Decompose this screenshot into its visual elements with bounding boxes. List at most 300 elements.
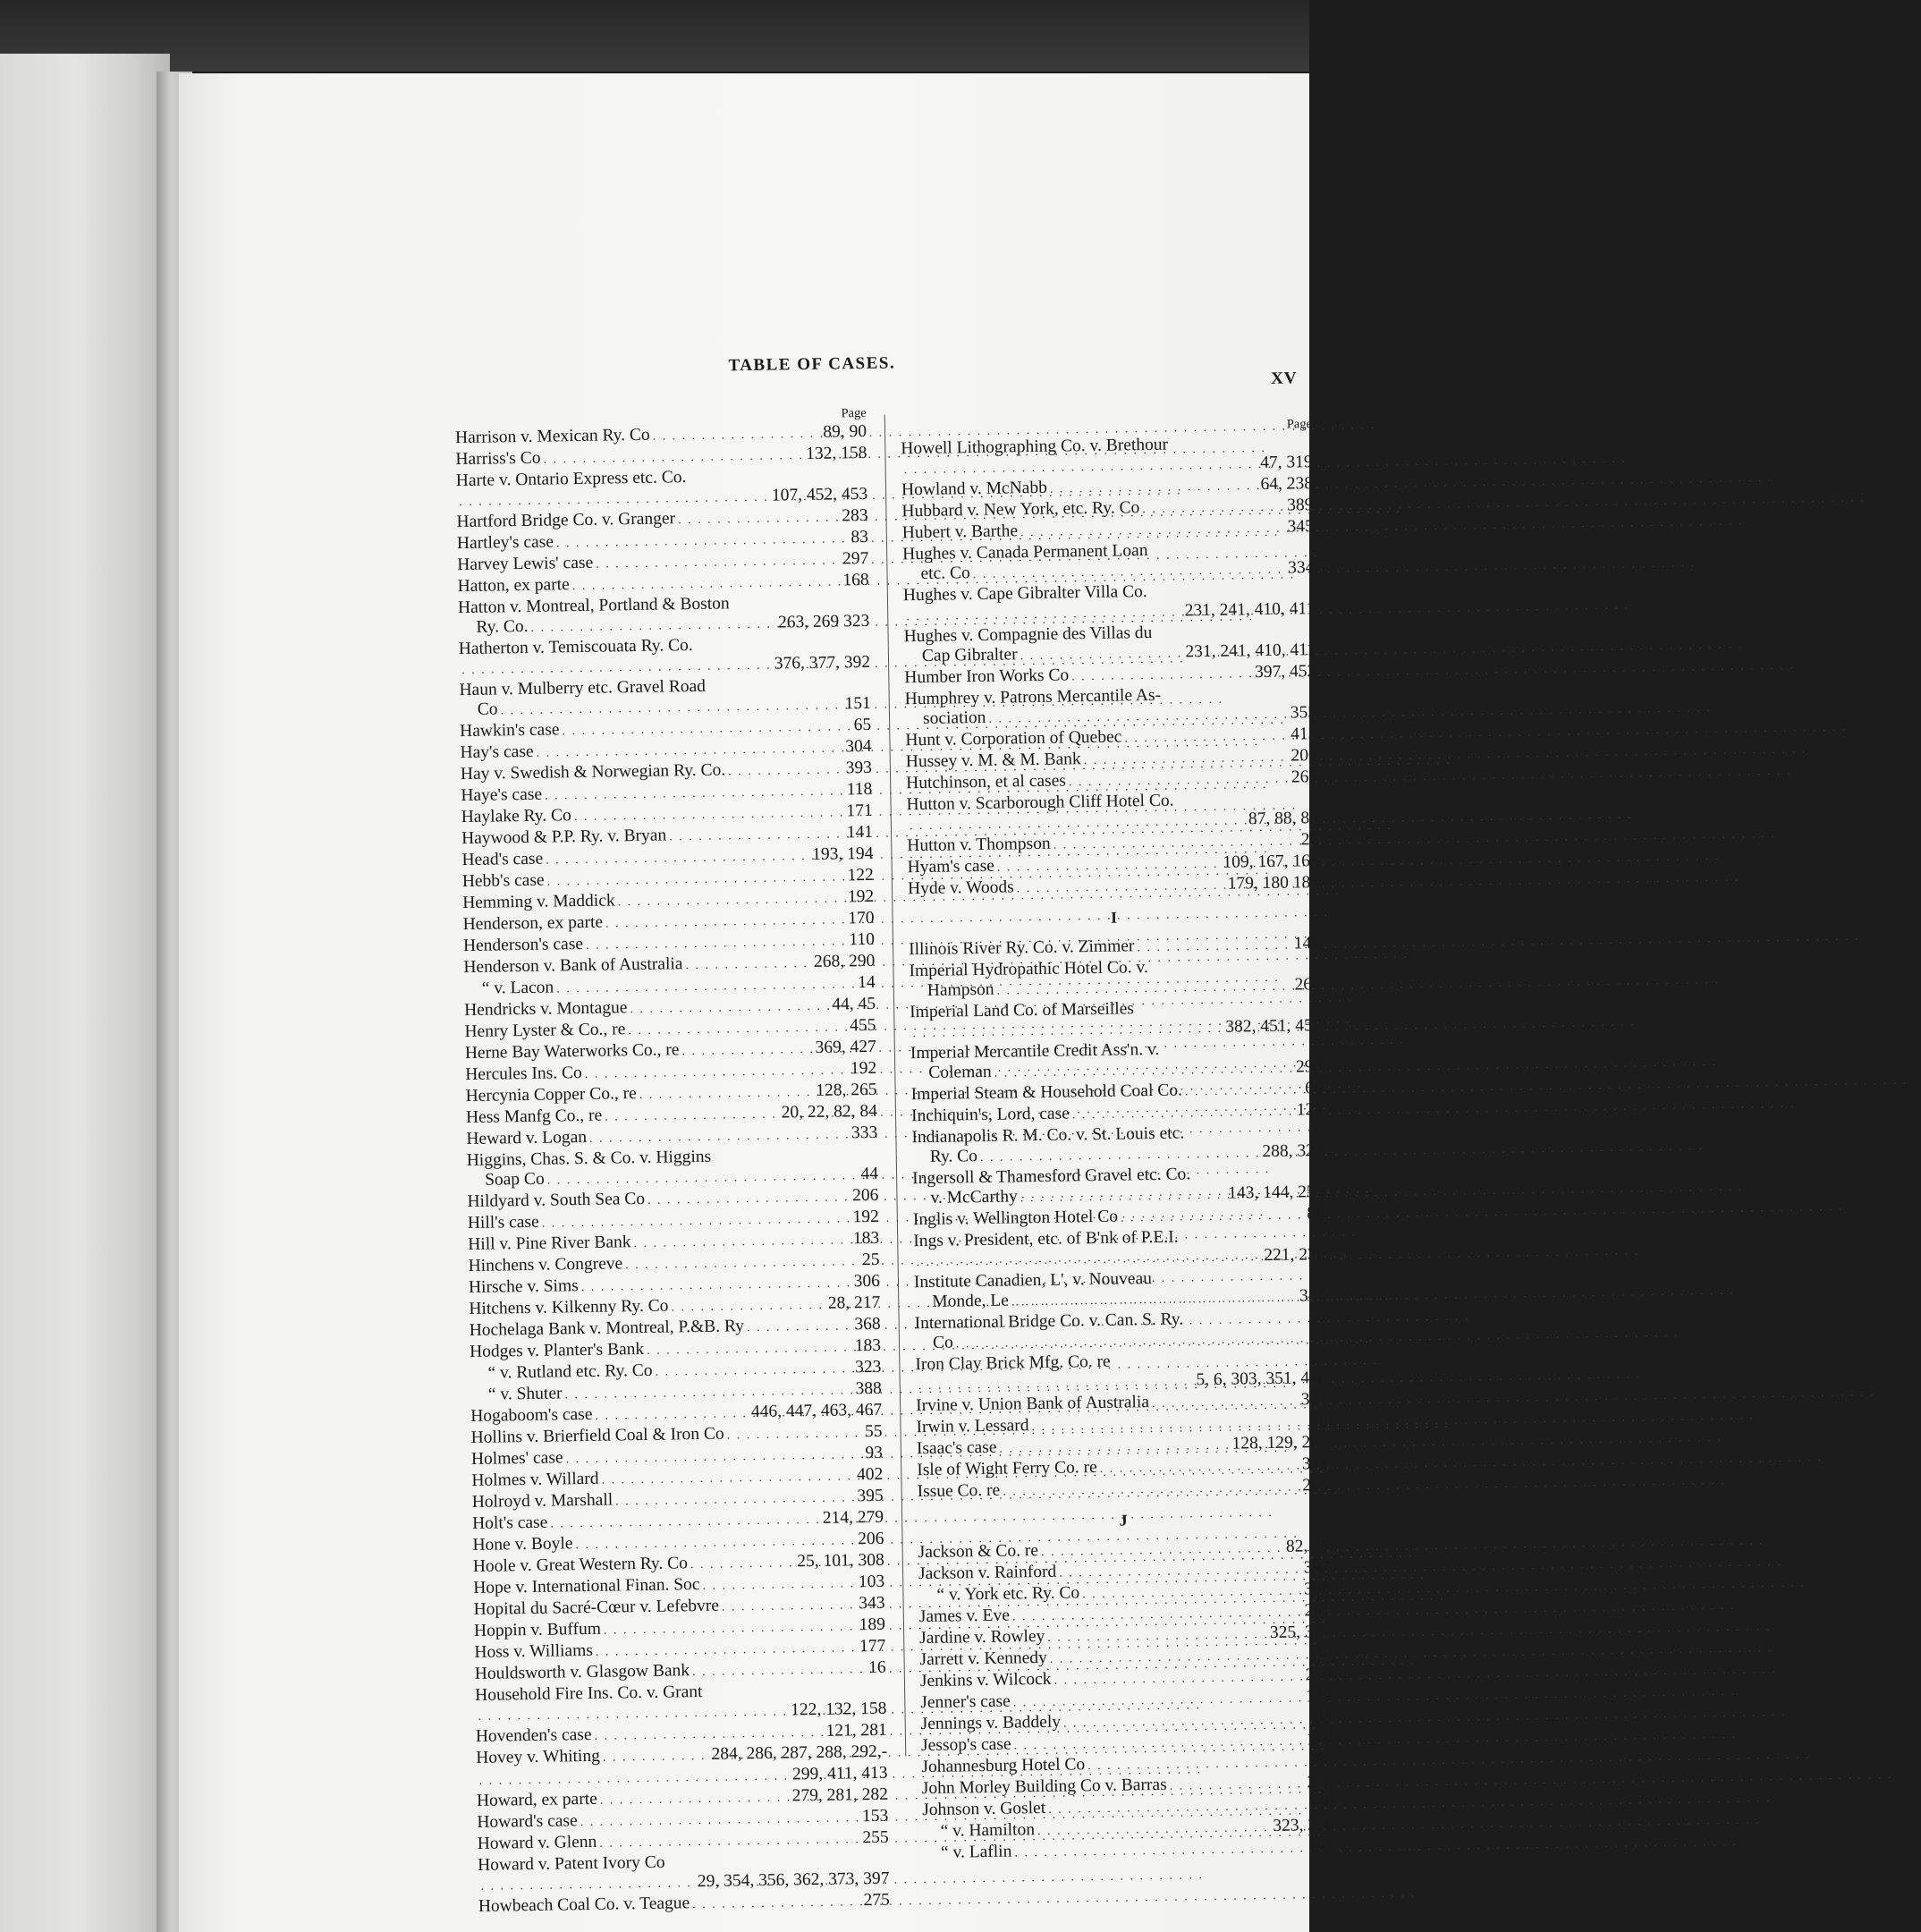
case-name: Inchiquin's, Lord, case (910, 1104, 1070, 1126)
case-name: Hubert v. Barthe (901, 521, 1019, 543)
case-name: Imperial Land Co. of Marseilles (910, 999, 1135, 1022)
case-pages: 306 (853, 1271, 881, 1292)
case-name: Hollins v. Brierfield Coal & Iron Co (470, 1424, 724, 1448)
case-pages: 171 (846, 801, 873, 821)
dot-leader (1041, 1539, 1283, 1563)
case-name: Jackson v. Rainford (918, 1562, 1057, 1584)
case-pages: 388 (855, 1378, 882, 1399)
dot-leader (655, 1360, 852, 1382)
case-name: “ v. York etc. Ry. Co (936, 1583, 1080, 1605)
facing-page-edge (0, 54, 170, 1932)
case-name: Hawkin's case (460, 720, 560, 741)
case-pages: 189 (859, 1614, 886, 1635)
case-name: Harriss's Co (455, 448, 541, 470)
case-pages: 284, 286, 287, 288, 292,- (711, 1741, 888, 1764)
case-pages: 14 (858, 972, 876, 993)
case-pages: 397, 452 (1254, 662, 1316, 682)
case-pages: 283 (842, 505, 868, 526)
case-pages: 128, 265 (816, 1080, 877, 1100)
case-pages: 64, 238 (1260, 474, 1314, 495)
dot-leader (1121, 1206, 1305, 1228)
case-name: Inglis v. Wellington Hotel Co (912, 1207, 1119, 1230)
case-name: Jessop's case (920, 1734, 1011, 1756)
case-name: Howard v. Patent Ivory Co (477, 1852, 665, 1875)
case-name: Hitchens v. Kilkenny Ry. Co (469, 1296, 669, 1319)
dot-leader (1185, 1080, 1303, 1102)
page-column-heading: Page (1286, 417, 1313, 432)
dot-leader (633, 1231, 850, 1254)
dot-leader (605, 911, 846, 934)
scan-top-edge (0, 0, 1309, 72)
case-name: Ry. Co (929, 1147, 978, 1166)
case-name: Howbeach Coal Co. v. Teague (478, 1894, 690, 1916)
case-name: Henderson's case (462, 934, 584, 956)
case-name: Hercules Ins. Co (465, 1063, 582, 1085)
dot-leader (722, 1596, 857, 1617)
case-pages: 86 (1307, 1203, 1324, 1224)
case-pages: 297 (842, 548, 869, 569)
dot-leader (599, 1830, 859, 1854)
case-pages: 446, 447, 463, 467 (750, 1400, 883, 1422)
case-pages: 128, 129, 265 (1231, 1432, 1328, 1453)
case-name: Howard's case (477, 1811, 578, 1832)
left-column (455, 404, 890, 1919)
case-name: Hatton v. Montreal, Portland & Boston (457, 594, 730, 618)
case-pages: 192 (847, 886, 875, 907)
case-name: Herne Bay Waterworks Co., re (464, 1040, 680, 1063)
case-pages: 65 (853, 715, 872, 735)
case-pages: 30 (1316, 1793, 1334, 1814)
case-pages: 206 (852, 1185, 879, 1206)
case-pages: 89, 90 (823, 421, 867, 442)
dot-leader (1152, 1392, 1299, 1414)
case-pages: 355 (1290, 703, 1317, 723)
section-letter: I (1110, 908, 1118, 927)
dot-leader (1069, 770, 1289, 793)
case-name: Soap Co (484, 1169, 545, 1190)
dot-leader (615, 1488, 855, 1512)
case-pages: 369, 427 (815, 1037, 876, 1057)
case-name: Ry. Co. (476, 616, 529, 637)
case-name: Hone v. Boyle (472, 1534, 573, 1555)
case-pages: 341 (1299, 1285, 1326, 1306)
case-pages: 389 (1286, 496, 1314, 515)
case-pages: 93 (865, 1443, 884, 1463)
case-name: “ v. Hamilton (940, 1820, 1036, 1841)
dot-leader (1020, 520, 1285, 544)
case-name: Hebb's case (461, 870, 545, 892)
case-pages: 20, 22, 82, 84 (781, 1101, 878, 1123)
case-pages: 231, 241, 410, 411 (1185, 640, 1316, 662)
case-pages: 129 (1305, 1686, 1333, 1707)
case-pages: 413 (1290, 724, 1317, 744)
case-name: Monde, Le (932, 1291, 1010, 1311)
dot-leader (1072, 1103, 1294, 1126)
case-pages: 183 (854, 1335, 882, 1356)
case-name: Hirsche v. Sims (468, 1276, 579, 1298)
case-pages: 371 (1301, 1453, 1329, 1474)
case-name: Imperial Steam & Household Coal Co. (910, 1080, 1183, 1105)
case-name: Hatherton v. Temiscouata Ry. Co. (458, 636, 693, 659)
case-pages: 402 (856, 1464, 884, 1485)
case-pages: 82, 85 (1285, 1536, 1330, 1556)
case-pages: 192 (850, 1058, 877, 1079)
dot-leader (1020, 1186, 1226, 1209)
case-pages: 103 (858, 1572, 885, 1592)
case-pages: 299, 411, 413 (791, 1763, 888, 1784)
case-name: Coleman (928, 1062, 992, 1082)
case-pages: 132, 158 (805, 443, 867, 463)
case-pages: 122, 132, 158 (791, 1699, 887, 1720)
case-name: Johannesburg Hotel Co (921, 1755, 1086, 1777)
case-pages: 109, 167, 168 (1223, 852, 1319, 872)
case-name: Illinois River Ry. Co. v. Zimmer (908, 936, 1135, 960)
case-name: Hoppin v. Buffum (473, 1619, 602, 1640)
case-name: Humber Iron Works Co (904, 665, 1070, 688)
case-pages: 279, 281, 282 (791, 1784, 889, 1806)
case-pages: 83 (850, 527, 869, 547)
case-pages: 170 (848, 908, 875, 928)
case-name: sociation (922, 708, 986, 728)
case-name: Ingersoll & Thamesford Gravel etc. Co. (911, 1165, 1191, 1189)
dot-leader (999, 1436, 1229, 1460)
case-pages: 87, 88, 89 (1248, 809, 1319, 829)
case-name: Irvine v. Union Bank of Australia (915, 1393, 1150, 1416)
case-name: Iron Clay Brick Mfg. Co. re (915, 1352, 1111, 1375)
dot-leader (1100, 1456, 1300, 1479)
case-pages: 86 (1315, 1750, 1333, 1771)
case-name: Hope v. International Finan. Soc (473, 1575, 700, 1597)
dot-leader (543, 446, 803, 470)
dot-leader (1170, 1775, 1305, 1796)
dot-leader (589, 1125, 849, 1149)
case-name: Henderson, ex parte (462, 912, 604, 935)
case-pages: 345 (1287, 517, 1314, 537)
case-name: Hoss v. Williams (474, 1640, 594, 1662)
case-pages: 107, 452, 453 (771, 484, 868, 505)
case-pages: 28, 217 (827, 1292, 881, 1313)
case-name: Howard, ex parte (476, 1789, 597, 1810)
dot-leader (585, 1061, 849, 1085)
case-pages: 28 (1309, 1411, 1328, 1431)
case-name: James v. Eve (918, 1606, 1011, 1627)
case-pages: 219 (1305, 1665, 1333, 1685)
case-pages: 276 (1307, 1772, 1333, 1792)
case-name: “ v. Shuter (487, 1384, 563, 1404)
case-pages: 55 (864, 1421, 883, 1442)
dot-leader (1063, 1710, 1312, 1733)
case-name: Howland v. McNabb (901, 478, 1048, 500)
case-name: Isle of Wight Ferry Co. re (917, 1458, 1097, 1480)
dot-leader (630, 997, 829, 1020)
case-pages: 30 (1313, 1643, 1332, 1664)
dot-leader (1124, 727, 1288, 750)
dot-leader (618, 889, 846, 912)
case-name: Haun v. Mulberry etc. Gravel Road (459, 676, 707, 700)
case-name: Hill's case (467, 1212, 539, 1233)
case-name: Holt's case (471, 1513, 548, 1534)
case-pages: 193, 194 (812, 843, 874, 864)
book-page (179, 73, 1335, 1932)
case-name: Hildyard v. South Sea Co (467, 1189, 646, 1212)
case-pages: 255 (862, 1827, 889, 1848)
case-pages: 128 (1296, 1100, 1324, 1120)
case-pages: 290 (1295, 1057, 1323, 1077)
case-name: Hartford Bridge Co. v. Granger (456, 509, 676, 532)
case-pages: 66 (1304, 1079, 1323, 1098)
dot-leader (546, 847, 809, 871)
case-pages: 4 (1317, 1326, 1327, 1347)
case-pages: 121, 281 (825, 1720, 887, 1741)
dot-leader (595, 1404, 749, 1427)
case-pages: 29, 354, 356, 362, 373, 397 (697, 1868, 890, 1892)
dot-leader (1071, 665, 1252, 687)
case-name: Hartley's case (456, 532, 554, 554)
dot-leader (727, 1424, 863, 1445)
case-name: Howell Lithographing Co. v. Brethour (901, 435, 1169, 459)
case-name: Haywood & P.P. Ry. v. Bryan (461, 826, 667, 849)
case-pages: 395 (857, 1486, 884, 1506)
case-name: Jenner's case (920, 1691, 1011, 1713)
case-pages: 122 (847, 865, 874, 886)
dot-leader (1050, 1646, 1312, 1670)
case-name: Hughes v. Canada Permanent Loan (902, 541, 1148, 564)
dot-leader (728, 760, 843, 782)
case-name: Hovey v. Whiting (476, 1746, 601, 1767)
dot-leader (1017, 877, 1225, 900)
dot-leader (603, 1747, 709, 1768)
dot-leader (702, 1574, 856, 1597)
case-name: Imperial Hydropathic Hotel Co. v. (909, 958, 1148, 981)
case-pages: 183 (852, 1228, 880, 1249)
case-pages: 221, 230 (1264, 1244, 1325, 1266)
case-name: Head's case (461, 849, 544, 870)
case-name: Isaac's case (916, 1437, 997, 1459)
dot-leader (1050, 477, 1258, 500)
dot-leader (1084, 749, 1289, 772)
case-pages: 263, 269 323 (777, 611, 870, 632)
case-name: Hunt v. Corporation of Quebec (905, 727, 1122, 750)
case-name: Johnson v. Goslet (922, 1798, 1046, 1820)
section-letter: J (1119, 1511, 1128, 1530)
case-pages: 110 (849, 929, 876, 950)
dot-leader (690, 1554, 795, 1575)
case-name: Houldsworth v. Glasgow Bank (474, 1661, 690, 1683)
case-pages: 343 (859, 1593, 885, 1614)
case-pages: 151 (844, 693, 871, 714)
case-name: Jennings v. Baddely (920, 1712, 1062, 1734)
case-name: Household Fire Ins. Co. v. Grant (474, 1682, 703, 1705)
case-name: Hodges v. Planter's Bank (469, 1339, 645, 1362)
case-name: Harrison v. Mexican Ry. Co (454, 425, 650, 448)
case-name: Hovenden's case (475, 1724, 592, 1746)
dot-leader (681, 1040, 812, 1062)
page-content (409, 335, 1335, 1916)
case-name: Co (932, 1333, 953, 1352)
page-title: TABLE OF CASES. (728, 353, 896, 376)
case-name: Hinchens v. Congreve (468, 1254, 623, 1276)
dot-leader (1142, 498, 1284, 520)
case-pages: 177 (859, 1636, 886, 1657)
dot-leader (604, 1617, 857, 1640)
case-pages: 455 (850, 1015, 876, 1036)
case-name: Hochelaga Bank v. Montreal, P.&B. Ry (469, 1317, 745, 1341)
case-name: Harvey Lewis' case (457, 553, 594, 575)
case-pages: 192 (852, 1207, 879, 1227)
case-name: Indianapolis R. M. Co. v. St. Louis etc. (911, 1123, 1185, 1148)
case-pages: 141 (846, 822, 874, 843)
case-pages: 44, 45 (832, 994, 876, 1014)
dot-leader (1082, 1581, 1301, 1605)
case-pages: 275 (863, 1890, 890, 1911)
case-name: Hoole v. Great Western Ry. Co (472, 1554, 689, 1576)
case-name: Hopital du Sacré-Cœur v. Lefebvre (473, 1596, 720, 1619)
case-pages: 191 (1307, 1836, 1335, 1857)
case-name: “ v. Laflin (940, 1842, 1012, 1862)
case-name: Issue Co. re (917, 1480, 1001, 1502)
case-name: Jackson & Co. re (918, 1541, 1039, 1563)
case-pages: 388 (1303, 1579, 1331, 1599)
case-name: John Morley Building Co v. Barras (921, 1775, 1167, 1799)
case-name: “ v. Rutland etc. Ry. Co (487, 1360, 653, 1383)
case-pages: 118 (846, 779, 873, 800)
case-pages: 382, 451, 452 (1225, 1016, 1322, 1037)
dot-leader (678, 508, 839, 530)
dot-leader (596, 1639, 858, 1663)
dot-leader (1087, 1753, 1313, 1776)
case-name: Hyam's case (907, 856, 995, 877)
case-pages: 47, 319 (1259, 453, 1313, 473)
dot-leader (1137, 936, 1291, 959)
case-name: Howard v. Glenn (477, 1832, 597, 1853)
case-name: Jardine v. Rowley (919, 1626, 1045, 1648)
case-name: Henry Lyster & Co., re (464, 1020, 626, 1042)
case-name: Humphrey v. Patrons Mercantile As- (904, 685, 1162, 709)
case-pages: 141 (1293, 934, 1321, 953)
dot-leader (685, 954, 811, 976)
dot-leader (1047, 1625, 1267, 1648)
dot-leader (669, 825, 844, 847)
case-name: Hercynia Copper Co., re (465, 1084, 637, 1106)
case-pages: 143, 144, 256 (1228, 1182, 1324, 1203)
dot-leader (530, 615, 775, 639)
case-pages: 304 (845, 736, 872, 757)
case-pages: 25 (861, 1250, 880, 1270)
dot-leader (600, 1788, 790, 1810)
case-name: Holmes v. Willard (471, 1469, 599, 1491)
case-name: Hutchinson, et al cases (906, 771, 1067, 793)
case-pages: 288, 322 (1262, 1141, 1324, 1162)
case-pages: 179, 180 181 (1227, 873, 1320, 894)
case-name: Hess Manfg Co., re (465, 1106, 603, 1128)
case-pages: 261 (1304, 1600, 1331, 1621)
case-name: etc. Co (920, 564, 970, 583)
case-pages: 334 (1288, 558, 1315, 578)
case-pages: 16 (868, 1657, 886, 1678)
dot-leader (1020, 644, 1182, 666)
case-name: Hendricks v. Montague (463, 998, 628, 1021)
case-pages: 206 (858, 1529, 884, 1549)
case-name: Harte v. Ontario Express etc. Co. (455, 468, 687, 491)
case-pages: 376, 377, 392 (774, 652, 871, 674)
case-pages: 231, 241, 410, 411 (1184, 599, 1316, 621)
case-name: Hatton, ex parte (457, 575, 570, 597)
case-name: Haylake Ry. Co (461, 806, 571, 827)
case-name: Hampson (927, 979, 994, 1000)
dot-leader (1037, 1818, 1271, 1842)
case-pages: 200 (1291, 746, 1317, 766)
case-name: Co (477, 699, 498, 719)
dot-leader (639, 1083, 814, 1106)
case-name: Hughes v. Compagnie des Villas du (903, 623, 1153, 647)
case-pages: 168 (842, 570, 869, 590)
case-pages: 393 (845, 758, 873, 778)
case-name: Jenkins v. Wilcock (919, 1669, 1052, 1691)
case-pages: 26 (1300, 830, 1319, 850)
case-name: Cap Gibralter (921, 645, 1018, 665)
case-pages: 153 (861, 1806, 889, 1826)
case-pages: 265 (1291, 767, 1318, 787)
case-name: Holroyd v. Marshall (471, 1490, 614, 1513)
case-pages: 214, 279 (822, 1507, 884, 1528)
dot-leader (605, 1106, 779, 1128)
case-pages: 268, 290 (813, 951, 876, 971)
case-name: Hill v. Pine River Bank (468, 1233, 631, 1255)
dot-leader (647, 1338, 852, 1361)
case-pages: 323, 326 (1273, 1815, 1334, 1835)
case-name: Hutton v. Thompson (907, 834, 1051, 856)
case-pages: 5, 6, 303, 351, 419 (1196, 1368, 1327, 1390)
case-pages: 351 (1300, 1389, 1328, 1410)
case-name: Hogaboom's case (470, 1404, 593, 1427)
page-number: XV (1270, 369, 1298, 388)
dot-leader (1054, 1667, 1303, 1690)
dot-leader (692, 1660, 867, 1682)
dot-leader (1059, 1560, 1301, 1583)
dot-leader (653, 425, 821, 447)
case-pages: 93 (1315, 1707, 1333, 1728)
case-name: Ings v. President, etc. of B'nk of P.E.I. (913, 1227, 1179, 1251)
case-name: Hemming v. Maddick (462, 891, 615, 913)
dot-leader (1014, 1839, 1306, 1863)
dot-leader (671, 1296, 825, 1318)
dot-leader (692, 1893, 861, 1915)
dot-leader (572, 572, 841, 597)
dot-leader (586, 932, 847, 956)
dot-leader (601, 1467, 854, 1490)
case-name: Hughes v. Cape Gibralter Villa Co. (902, 582, 1147, 606)
case-pages: 25, 101, 308 (797, 1550, 884, 1572)
case-name: Jarrett v. Kennedy (919, 1648, 1047, 1670)
case-name: Haye's case (461, 784, 543, 806)
case-name: Henderson v. Bank of Australia (463, 954, 683, 978)
case-name: Hutton v. Scarborough Cliff Hotel Co. (906, 791, 1174, 815)
case-pages: 397 (1303, 1557, 1331, 1578)
case-pages: 170 (1306, 1729, 1333, 1750)
case-name: “ v. Lacon (481, 978, 554, 998)
case-pages: 333 (850, 1123, 878, 1143)
case-name: Hyde v. Woods (907, 877, 1014, 899)
case-pages: 325, 327 (1269, 1622, 1332, 1643)
case-name: Hay v. Swedish & Norwegian Ry. Co. (460, 760, 726, 784)
case-name: Heward v. Logan (466, 1127, 588, 1149)
dot-leader (596, 551, 840, 574)
case-pages: 265 (1302, 1475, 1329, 1496)
case-pages: 323 (855, 1357, 882, 1377)
page-column-heading: Page (841, 405, 867, 421)
case-name: Holmes' case (470, 1448, 563, 1470)
case-name: Hubbard v. New York, etc. Ry. Co (901, 498, 1140, 521)
